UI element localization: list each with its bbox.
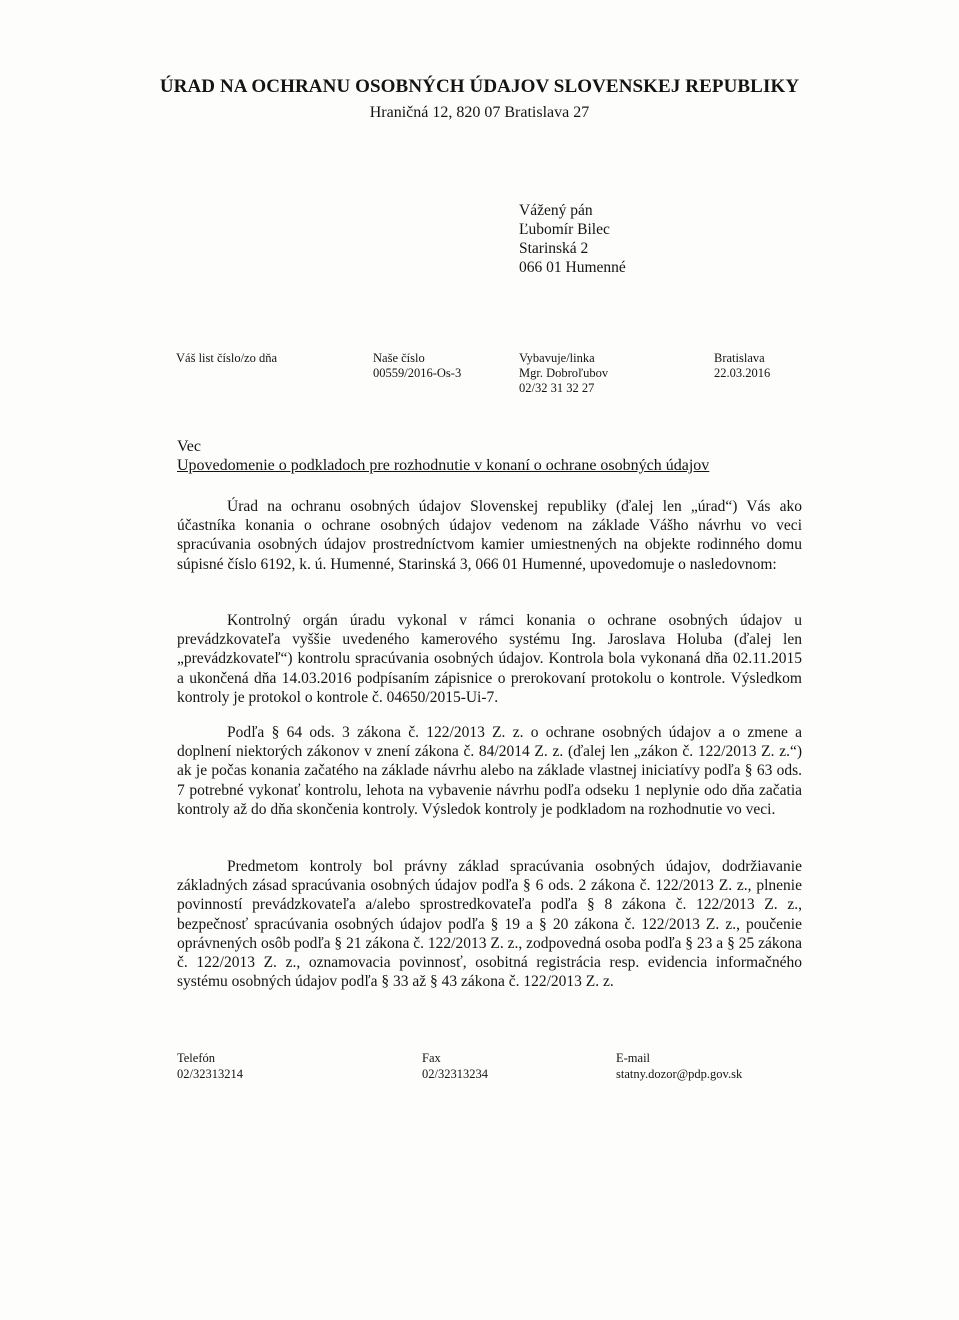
letter-date: 22.03.2016 xyxy=(714,366,771,380)
footer-fax-label: Fax xyxy=(422,1051,441,1065)
letter-place: Bratislava xyxy=(714,351,765,365)
office-name: ÚRAD NA OCHRANU OSOBNÝCH ÚDAJOV SLOVENSKEJ REPUBLIKY xyxy=(159,76,800,97)
handled-by-phone: 02/32 31 32 27 xyxy=(519,381,595,395)
footer-phone-value: 02/32313214 xyxy=(177,1067,243,1081)
body-paragraph-4-block xyxy=(177,857,802,991)
recipient-city: 066 01 Humenné xyxy=(519,259,626,276)
recipient-salutation: Vážený pán xyxy=(519,202,593,219)
body-paragraph-2-block xyxy=(177,611,802,707)
office-address: Hraničná 12, 820 07 Bratislava 27 xyxy=(369,104,590,121)
body-paragraph: Podľa § 64 ods. 3 zákona č. 122/2013 Z. z. o ochrane osobných údajov a o zmene a doplnení niektorých zákonov v znení zákona č. 84/2014 Z. z. (ďalej len „zákon č. 122/2013 Z. z.“) ak je počas konania začatého na základe návrhu alebo na základe vlastnej iniciatívy podľa § 63 ods. 7 potrebné vykonať kontrolu, lehota na vybavenie návrhu podľa odseku 1 neplynie odo dňa začatia kontroly až do dňa skončenia kontroly. Výsledok kontroly je podkladom na rozhodnutie vo veci. xyxy=(177,724,802,818)
our-number-label: Naše číslo xyxy=(373,351,425,365)
your-letter-reference xyxy=(176,351,277,366)
body-paragraph-3-block xyxy=(177,723,802,819)
footer-email xyxy=(616,1050,742,1082)
footer-email-label: E-mail xyxy=(616,1051,651,1065)
footer-phone-label: Telefón xyxy=(177,1051,215,1065)
recipient-name: Ľubomír Bilec xyxy=(519,221,610,238)
recipient-address-block xyxy=(519,201,626,277)
subject-label: Vec xyxy=(177,438,201,455)
body-paragraph: Úrad na ochranu osobných údajov Slovenskej republiky (ďalej len „úrad“) Vás ako účastníka konania o ochrane osobných údajov vedenom na základe Vášho návrhu vo veci spracúvania osobných údajov prostredníctvom kamier umiestnených na objekte rodinného domu súpisné číslo 6192, k. ú. Humenné, Starinská 3, 066 01 Humenné, upovedomuje o nasledovnom: xyxy=(177,498,802,573)
body-paragraph: Kontrolný orgán úradu vykonal v rámci konania o ochrane osobných údajov u prevádzkovateľa vyššie uvedeného kamerového systému Ing. Jaroslava Holuba (ďalej len „prevádzkovateľ“) kontrolu spracúvania osobných údajov. Kontrola bola vykonaná dňa 02.11.2015 a ukončená dňa 14.03.2016 podpísaním zápisnice o prerokovaní protokolu o kontrole. Výsledkom kontroly je protokol o kontrole č. 04650/2015-Ui-7. xyxy=(177,612,802,706)
handled-by-name: Mgr. Dobroľubov xyxy=(519,366,609,380)
our-number-reference xyxy=(373,351,461,381)
recipient-street: Starinská 2 xyxy=(519,240,589,257)
handled-by-label: Vybavuje/linka xyxy=(519,351,595,365)
subject-text: Upovedomenie o podkladoch pre rozhodnutie v konaní o ochrane osobných údajov xyxy=(177,457,710,474)
body-paragraph-1-block xyxy=(177,497,802,574)
footer-fax xyxy=(422,1050,488,1082)
footer-email-value: statny.dozor@pdp.gov.sk xyxy=(616,1067,743,1081)
footer-phone xyxy=(177,1050,243,1082)
your-letter-label: Váš list číslo/zo dňa xyxy=(176,351,278,365)
body-paragraph: Predmetom kontroly bol právny základ spracúvania osobných údajov, dodržiavanie základných zásad spracúvania osobných údajov podľa § 6 ods. 2 zákona č. 122/2013 Z. z., plnenie povinností prevádzkovateľa a/alebo sprostredkovateľa podľa § 8 zákona č. 122/2013 Z. z., bezpečnosť spracúvania osobných údajov podľa § 19 a § 20 zákona č. 122/2013 Z. z., poučenie oprávnených osôb podľa § 21 zákona č. 122/2013 Z. z., zodpovedná osoba podľa § 23 a § 25 zákona č. 122/2013 Z. z., oznamovacia povinnosť, osobitná registrácia resp. evidencia informačného systému osobných údajov podľa § 33 až § 43 zákona č. 122/2013 Z. z. xyxy=(177,858,802,991)
handled-by-reference xyxy=(519,351,608,396)
place-date-reference xyxy=(714,351,770,381)
footer-fax-value: 02/32313234 xyxy=(422,1067,488,1081)
our-number-value: 00559/2016-Os-3 xyxy=(373,366,462,380)
